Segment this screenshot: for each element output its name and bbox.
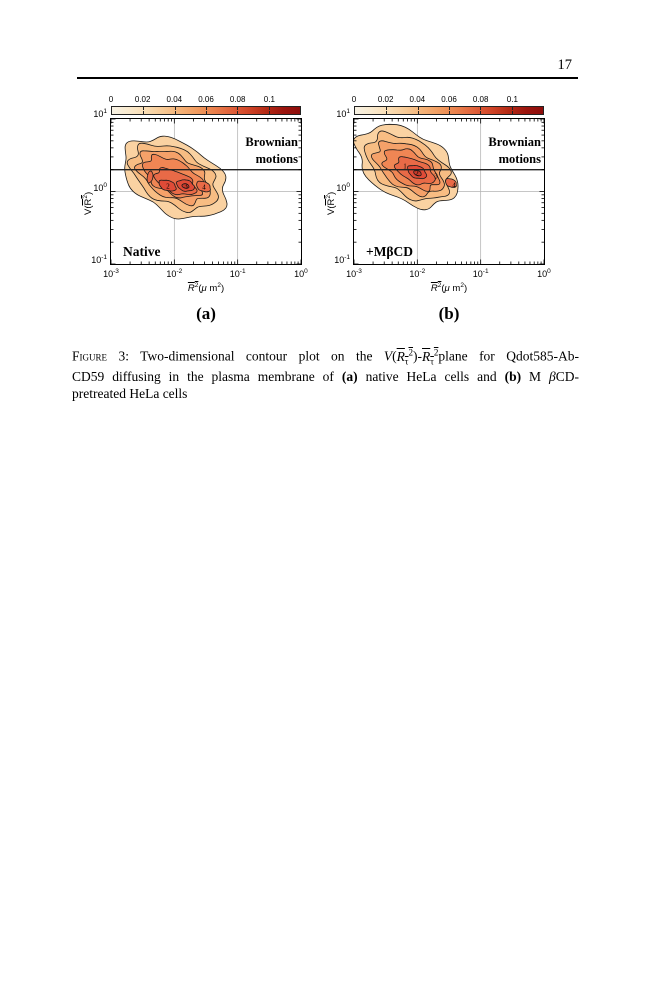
- peak-label-2: 2: [415, 169, 419, 178]
- x-tick-label: $10^{-1}$: [229, 268, 246, 279]
- brownian-motions-label: [245, 134, 298, 168]
- colorbar-tick: [175, 111, 176, 114]
- y-tick-label: $10^1$: [336, 108, 350, 119]
- annotation-line: motions: [255, 152, 298, 166]
- condition-label-b: +MβCD: [366, 244, 414, 259]
- peak-label-2: 2: [166, 182, 170, 191]
- header-rule: [77, 77, 578, 79]
- colorbar-tick-label: 0.1: [263, 95, 275, 104]
- peak-label-1: 1: [403, 162, 407, 171]
- colorbar-tick: [237, 111, 238, 114]
- colorbar-tick-label: 0.06: [441, 95, 457, 104]
- colorbar: [354, 106, 544, 115]
- colorbar-tick: [269, 111, 270, 114]
- colorbar-tick-label: 0.04: [166, 95, 183, 104]
- annotation-line: Brownian: [488, 135, 541, 149]
- page-number: 17: [557, 57, 572, 73]
- colorbar-tick-label: 0: [351, 95, 357, 104]
- colorbar-tick: [449, 107, 450, 110]
- colorbar-tick: [418, 107, 419, 110]
- colorbar-tick: [175, 107, 176, 110]
- colorbar-tick: [480, 107, 481, 110]
- figure-panel-a: [76, 95, 306, 307]
- panel-label-a: (a): [196, 304, 216, 323]
- figure-caption: [72, 344, 579, 402]
- y-tick-label: $10^{-1}$: [91, 253, 107, 265]
- peak-label-4: 4: [202, 183, 206, 192]
- colorbar-tick-label: 0.02: [377, 95, 394, 104]
- colorbar-tick: [206, 107, 207, 110]
- colorbar-tick: [237, 107, 238, 110]
- y-axis-label: $V(R^2)$: [325, 191, 338, 215]
- annotation-line: motions: [498, 152, 541, 166]
- math-r-tau-squared: $R_\tau^2$: [396, 347, 414, 367]
- colorbar-tick: [386, 111, 387, 114]
- colorbar-tick-label: 0.04: [409, 95, 426, 104]
- contour-plot-a: [110, 118, 302, 265]
- peak-label-3: 3: [434, 172, 438, 181]
- x-tick-label: $10^{-3}$: [346, 268, 362, 279]
- colorbar-tick: [480, 111, 481, 114]
- brownian-motions-label: [488, 134, 541, 168]
- figure-panel-b: [319, 95, 549, 307]
- colorbar-tick-label: 0.08: [472, 95, 489, 104]
- contour-levels: [125, 136, 227, 219]
- y-tick-label: $10^0$: [336, 181, 350, 193]
- peak-label-4: 4: [452, 181, 456, 190]
- y-tick-label: $10^1$: [93, 108, 107, 119]
- colorbar: [111, 106, 301, 115]
- colorbar-tick: [449, 111, 450, 114]
- colorbar-tick: [512, 107, 513, 110]
- y-tick-label: $10^{-1}$: [334, 253, 350, 265]
- annotation-line: Brownian: [245, 135, 298, 149]
- x-tick-label: $10^{-3}$: [103, 268, 119, 279]
- math-r-tau-squared: $R_\tau^2$: [422, 347, 439, 367]
- condition-label-a: Native: [123, 244, 161, 259]
- colorbar-tick: [418, 111, 419, 114]
- x-tick-label: $10^0$: [294, 268, 308, 279]
- y-tick-label: $10^0$: [93, 181, 107, 193]
- panel-label-b: (b): [438, 304, 460, 323]
- colorbar-tick-label: 0.02: [134, 95, 151, 104]
- x-axis-label: $R^2(\mu$ $m^2$): [187, 282, 225, 295]
- x-tick-label: $10^0$: [537, 268, 551, 279]
- caption-line-1: Figure 3: Two-dimensional contour plot on the $V(R_\tau^2)-R_\tau^2plane$ for Qdot585-Ab-: [72, 347, 579, 367]
- colorbar-tick: [269, 107, 270, 110]
- colorbar-tick: [512, 111, 513, 114]
- x-tick-label: $10^{-2}$: [166, 268, 183, 279]
- colorbar-tick: [143, 107, 144, 110]
- colorbar-tick-label: 0.06: [198, 95, 214, 104]
- colorbar-tick: [386, 107, 387, 110]
- caption-line-2: CD59 diffusing in the plasma membrane of (a) native HeLa cells and (b) M βCD-: [72, 369, 579, 385]
- contour-plot-b: [353, 118, 545, 265]
- peak-label-3: 3: [184, 182, 188, 191]
- colorbar-tick: [206, 111, 207, 114]
- x-tick-label: $10^{-2}$: [409, 268, 426, 279]
- x-axis-label: $R^2(\mu$ $m^2$): [430, 282, 468, 295]
- colorbar-tick-label: 0.08: [229, 95, 246, 104]
- figure-label: Figure: [72, 348, 108, 364]
- x-tick-label: $10^{-1}$: [472, 268, 489, 279]
- colorbar-tick: [143, 111, 144, 114]
- colorbar-tick-label: 0: [108, 95, 114, 104]
- caption-line-3: pretreated HeLa cells: [72, 385, 188, 401]
- colorbar-tick-label: 0.1: [506, 95, 518, 104]
- y-axis-label: $V(R^2)$: [82, 191, 95, 215]
